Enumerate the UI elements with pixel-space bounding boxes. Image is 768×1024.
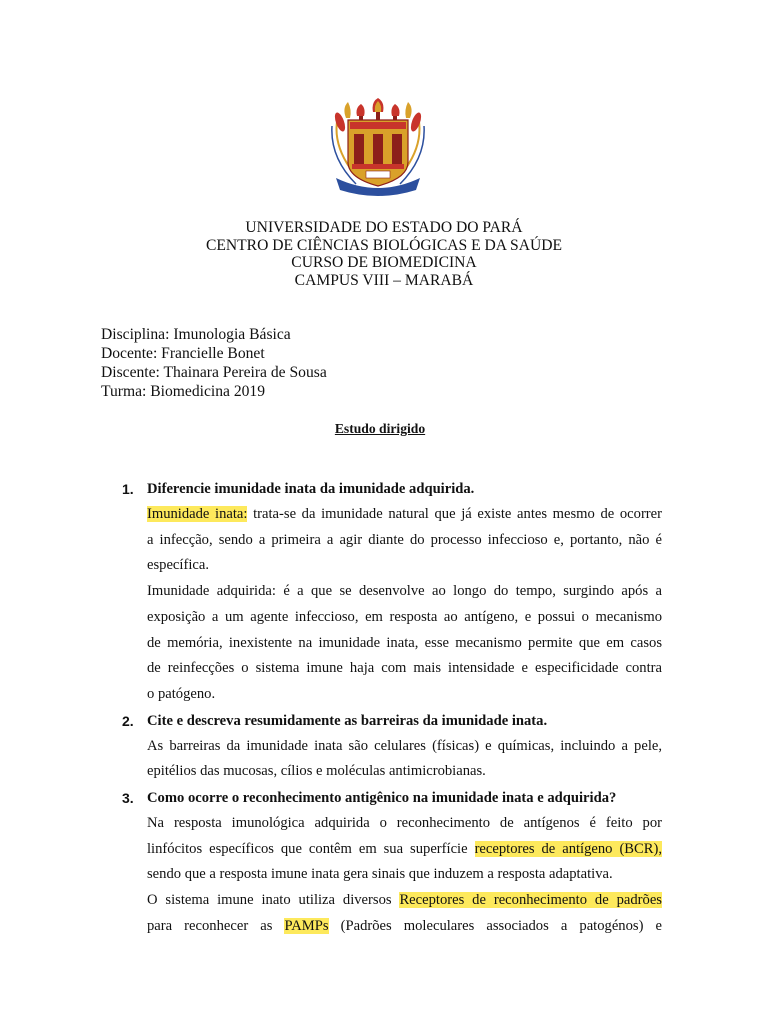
answer-text: linfócitos específicos que contêm em sua superfície <box>147 840 475 857</box>
header-campus: CAMPUS VIII – MARABÁ <box>294 271 474 289</box>
answer-text: trata-se da imunidade natural que já existe antes mesmo de ocorrer <box>247 506 662 522</box>
answer-text: para reconhecer as <box>147 917 285 934</box>
answer-line <box>147 888 662 914</box>
highlighted-text: PAMPs <box>284 917 329 934</box>
institution-header <box>0 219 768 289</box>
answer-line: Imunidade adquirida: é a que se desenvolve ao longo do tempo, surgindo após a <box>147 583 662 600</box>
answer-line: a infecção, sendo a primeira a agir diante do processo infeccioso e, portanto, não é <box>147 531 662 548</box>
answer-line <box>147 837 662 863</box>
question-text: Como ocorre o reconhecimento antigênico na imunidade inata e adquirida? <box>147 790 617 807</box>
answer-line: As barreiras da imunidade inata são celulares (físicas) e químicas, incluindo a pele, <box>147 737 662 754</box>
question-1 <box>122 476 662 502</box>
highlighted-text: Imunidade inata: <box>147 506 248 522</box>
info-turma: Turma: Biomedicina 2019 <box>101 383 266 400</box>
info-disciplina: Disciplina: Imunologia Básica <box>101 326 291 343</box>
highlighted-text: Receptores de reconhecimento de padrões <box>399 892 662 909</box>
questions-list <box>122 476 662 940</box>
question-text: Cite e descreva resumidamente as barreiras da imunidade inata. <box>147 712 548 729</box>
answer-line: o patógeno. <box>147 685 216 702</box>
header-course: CURSO DE BIOMEDICINA <box>291 254 477 271</box>
highlighted-text: receptores de antígeno (BCR), <box>474 840 663 857</box>
header-university: UNIVERSIDADE DO ESTADO DO PARÁ <box>245 219 523 236</box>
answer-line: epitélios das mucosas, cílios e moléculas antimicrobianas. <box>147 763 486 780</box>
question-number: 1. <box>122 481 134 497</box>
info-discente: Discente: Thainara Pereira de Sousa <box>101 364 327 381</box>
answer-paragraph <box>147 734 662 785</box>
question-2 <box>122 708 662 734</box>
answer-line: Na resposta imunológica adquirida o reconhecimento de antígenos é feito por <box>147 815 662 832</box>
answer-line: de reinfecções o sistema imune haja com mais intensidade e especificidade contra <box>147 660 662 677</box>
question-number: 3. <box>122 790 134 807</box>
answer-paragraph <box>147 888 662 939</box>
university-seal-logo <box>326 98 430 196</box>
question-number: 2. <box>122 712 134 729</box>
answer-line: sendo que a resposta imune inata gera sinais que induzem a resposta adaptativa. <box>147 866 613 883</box>
question-3 <box>122 785 662 811</box>
answer-line <box>147 914 662 940</box>
info-docente: Docente: Francielle Bonet <box>101 345 265 362</box>
answer-line <box>147 502 662 528</box>
answer-line: exposição a um agente infeccioso, em resposta ao antígeno, e possui o mecanismo <box>147 608 662 625</box>
document-title: Estudo dirigido <box>334 421 426 436</box>
answer-text: O sistema imune inato utiliza diversos <box>147 892 400 909</box>
course-info <box>101 325 327 401</box>
answer-text: (Padrões moleculares associados a patogénos) e <box>328 917 662 934</box>
header-center: CENTRO DE CIÊNCIAS BIOLÓGICAS E DA SAÚDE <box>205 236 563 254</box>
answer-line: específica. <box>147 557 209 574</box>
answer-paragraph <box>147 579 662 708</box>
answer-paragraph <box>147 811 662 888</box>
answer-line: de memória, inexistente na imunidade inata, esse mecanismo permite que em casos <box>147 634 662 651</box>
question-text: Diferencie imunidade inata da imunidade adquirida. <box>147 481 475 497</box>
answer-paragraph <box>147 502 662 579</box>
